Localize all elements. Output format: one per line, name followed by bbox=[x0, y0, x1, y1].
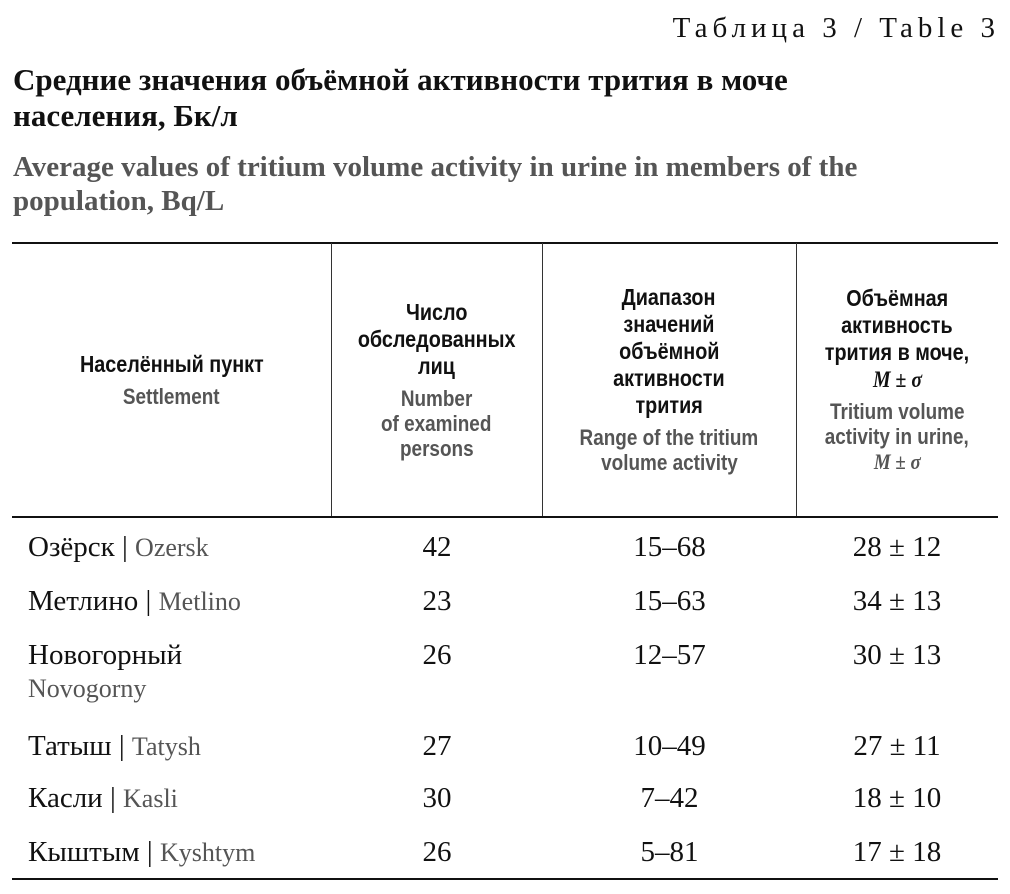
header-range-ru: объёмной bbox=[618, 338, 720, 364]
range-cell: 10–49 bbox=[633, 730, 706, 762]
header-settlement bbox=[12, 243, 331, 516]
settlement-cell: Татыш | Tatysh bbox=[28, 730, 201, 762]
header-range-en: volume activity bbox=[600, 450, 738, 475]
count-cell: 23 bbox=[422, 585, 452, 617]
table-bottom-rule bbox=[12, 878, 998, 880]
header-activity-en bbox=[874, 449, 921, 474]
settlement-ru: Озёрск bbox=[28, 531, 115, 563]
header-range-ru: трития bbox=[635, 392, 703, 418]
count-cell: 27 bbox=[422, 730, 452, 762]
activity-cell: 27 ± 11 bbox=[853, 730, 941, 762]
settlement-en: Kyshtym bbox=[159, 838, 256, 867]
header-count-ru: Число bbox=[405, 298, 468, 325]
header-activity-en: Tritium volume bbox=[829, 399, 965, 424]
header-settlement-ru: Населённый пункт bbox=[79, 350, 264, 377]
count-cell: 30 bbox=[422, 782, 452, 814]
header-activity-ru: трития в моче, bbox=[824, 339, 970, 365]
range-cell: 7–42 bbox=[640, 782, 699, 814]
mean-sd-symbol: M ± σ bbox=[873, 449, 921, 474]
header-range-ru: значений bbox=[623, 311, 715, 337]
header-activity-ru: активность bbox=[841, 312, 953, 338]
header-activity bbox=[796, 243, 998, 516]
header-range-ru: Диапазон bbox=[622, 284, 716, 310]
settlement-ru: Касли bbox=[28, 782, 103, 814]
header-settlement-en: Settlement bbox=[123, 383, 220, 409]
settlement-cell: Касли | Kasli bbox=[28, 782, 178, 814]
activity-cell: 18 ± 10 bbox=[852, 782, 942, 814]
activity-cell: 28 ± 12 bbox=[852, 531, 942, 563]
count-cell: 26 bbox=[422, 836, 452, 868]
header-count-ru: лиц bbox=[418, 352, 455, 379]
settlement-en: Kasli bbox=[123, 784, 178, 813]
settlement-ru: Татыш bbox=[28, 730, 112, 762]
header-range bbox=[542, 243, 796, 516]
header-range-en: Range of the tritium bbox=[579, 425, 759, 450]
settlement-ru: Новогорный bbox=[28, 639, 183, 671]
header-count-ru: обследованных bbox=[357, 325, 516, 352]
range-cell: 15–68 bbox=[633, 531, 706, 563]
header-activity-en: activity in urine, bbox=[824, 424, 970, 449]
mean-sd-symbol: M ± σ bbox=[872, 367, 922, 392]
settlement-ru: Метлино bbox=[28, 585, 139, 617]
header-activity-ru: Объёмная bbox=[846, 285, 948, 311]
header-bottom-rule bbox=[12, 516, 998, 518]
settlement-cell bbox=[28, 638, 182, 706]
count-cell: 26 bbox=[422, 639, 452, 671]
header-count-en: Number bbox=[400, 385, 473, 411]
header-range-ru: активности bbox=[613, 365, 725, 391]
settlement-cell: Кыштым | Kyshtym bbox=[28, 836, 256, 868]
activity-cell: 17 ± 18 bbox=[852, 836, 942, 868]
range-cell: 12–57 bbox=[633, 639, 706, 671]
settlement-en: Novogorny bbox=[28, 674, 147, 703]
count-cell: 42 bbox=[422, 531, 452, 563]
table-title-en: Average values of tritium volume activity in urine in members of the population, Bq/L bbox=[13, 151, 858, 217]
table-title-ru: Средние значения объёмной активности трития в моче населения, Бк/л bbox=[13, 62, 788, 133]
settlement-en: Tatysh bbox=[131, 732, 201, 761]
header-activity-ru bbox=[872, 366, 921, 393]
activity-cell: 30 ± 13 bbox=[852, 639, 942, 671]
header-count bbox=[331, 243, 542, 516]
table-number: Таблица 3 / Table 3 bbox=[672, 12, 1000, 44]
activity-cell: 34 ± 13 bbox=[852, 585, 942, 617]
settlement-cell: Метлино | Metlino bbox=[28, 585, 241, 617]
settlement-ru: Кыштым bbox=[28, 836, 140, 868]
header-count-en: persons bbox=[399, 435, 474, 461]
range-cell: 15–63 bbox=[633, 585, 706, 617]
settlement-en: Ozersk bbox=[135, 533, 209, 562]
header-count-en: of examined bbox=[381, 410, 492, 436]
settlement-cell: Озёрск | Ozersk bbox=[28, 531, 209, 563]
settlement-en: Metlino bbox=[158, 587, 241, 616]
range-cell: 5–81 bbox=[640, 836, 699, 868]
